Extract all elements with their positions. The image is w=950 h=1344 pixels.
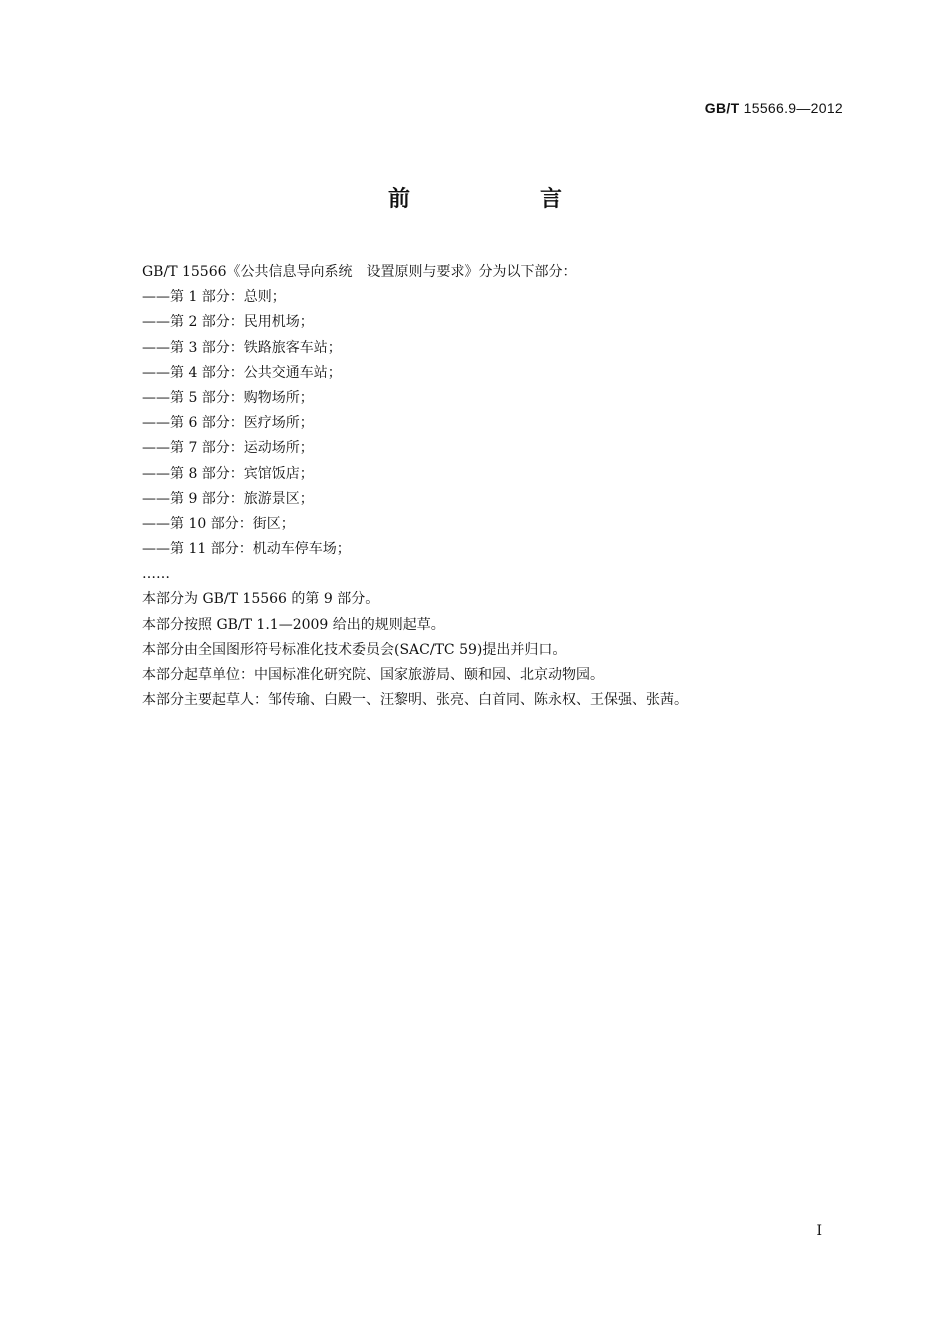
part-statement: 本部分为 GB/T 15566 的第 9 部分。 <box>142 591 380 608</box>
standard-prefix: GB/T <box>704 100 740 116</box>
page-number: I <box>816 1223 822 1239</box>
standard-number: 15566.9—2012 <box>743 100 843 116</box>
intro-paragraph: GB/T 15566《公共信息导向系统 设置原则与要求》分为以下部分： <box>142 264 577 280</box>
part-list-item: ——第 8 部分：宾馆饭店； <box>142 465 314 482</box>
standard-code <box>705 100 843 116</box>
part-list-item: ——第 11 部分：机动车停车场； <box>142 541 351 558</box>
drafting-rules-statement: 本部分按照 GB/T 1.1—2009 给出的规则起草。 <box>142 616 445 633</box>
drafters-statement: 本部分主要起草人：邹传瑜、白殿一、汪黎明、张亮、白首同、陈永权、王保强、张茜。 <box>142 692 688 709</box>
part-list-item: ——第 3 部分：铁路旅客车站； <box>142 339 342 356</box>
part-list-item: ——第 6 部分：医疗场所； <box>142 415 314 432</box>
part-list-item: ——第 9 部分：旅游景区； <box>142 490 314 507</box>
part-list-item: ——第 5 部分：购物场所； <box>142 389 314 406</box>
page-title: 前 言 <box>387 187 616 212</box>
part-list-item: ——第 2 部分：民用机场； <box>142 314 314 331</box>
part-list-item: ——第 7 部分：运动场所； <box>142 440 314 457</box>
foreword-body <box>142 260 822 713</box>
drafting-units-statement: 本部分起草单位：中国标准化研究院、国家旅游局、颐和园、北京动物园。 <box>142 667 604 683</box>
list-ellipsis: …… <box>142 566 170 583</box>
committee-statement: 本部分由全国图形符号标准化技术委员会(SAC/TC 59)提出并归口。 <box>142 641 567 658</box>
part-list-item: ——第 4 部分：公共交通车站； <box>142 364 342 381</box>
part-list-item: ——第 1 部分：总则； <box>142 289 286 306</box>
part-list-item: ——第 10 部分：街区； <box>142 515 295 532</box>
